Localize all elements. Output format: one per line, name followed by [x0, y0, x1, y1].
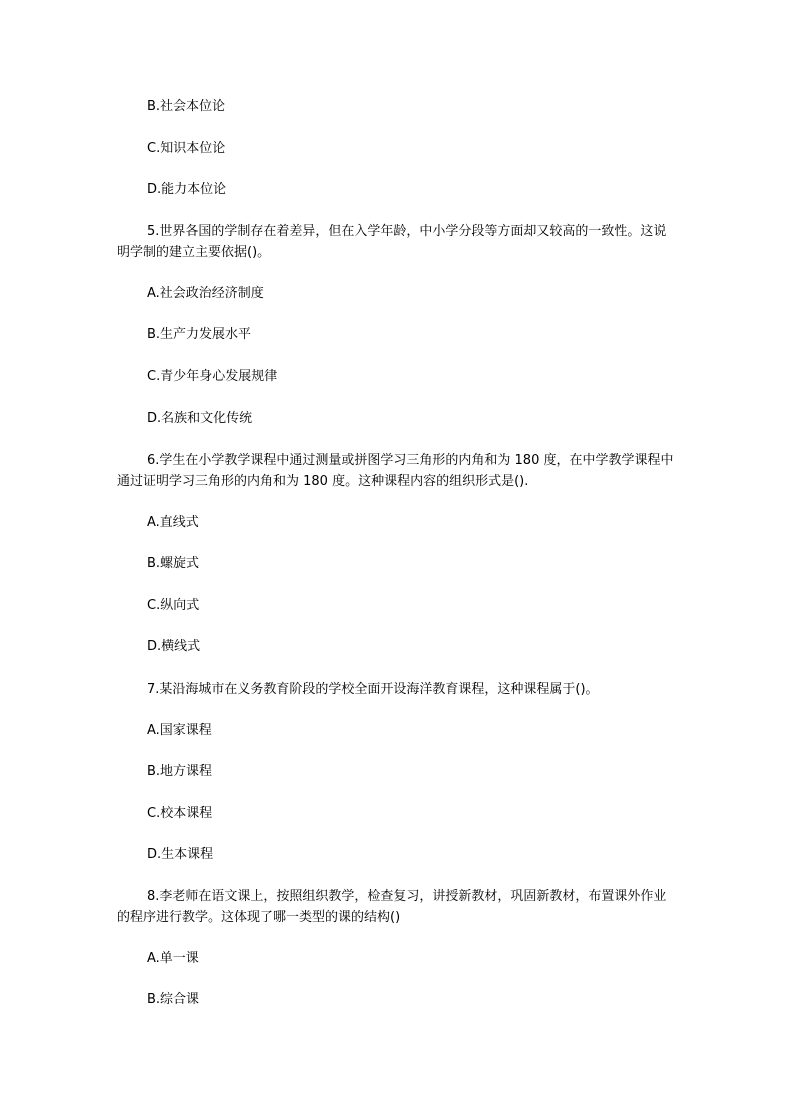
option-q8-b: B.综合课 [147, 992, 200, 1007]
option-q6-b: B.螺旋式 [147, 556, 200, 571]
option-q6-a: A.直线式 [147, 515, 199, 530]
option-q5-b: B.生产力发展水平 [147, 327, 252, 342]
question-6: 6.学生在小学教学课程中通过测量或拼图学习三角形的内角和为 180 度，在中学教学课程中通过证明学习三角形的内角和为 180 度。这种课程内容的组织形式是(). [117, 453, 674, 489]
option-q6-c: C.纵向式 [147, 598, 200, 613]
option-q4-d: D.能力本位论 [147, 182, 227, 197]
option-q4-c: C.知识本位论 [147, 141, 226, 156]
option-q6-d: D.横线式 [147, 639, 201, 654]
option-q7-b: B.地方课程 [147, 764, 213, 779]
option-q5-c: C.青少年身心发展规律 [147, 369, 278, 384]
option-q7-c: C.校本课程 [147, 806, 213, 821]
question-8: 8.李老师在语文课上，按照组织教学，检查复习，讲授新教材，巩固新教材，布置课外作业的程序进行教学。这体现了哪一类型的课的结构() [117, 889, 667, 925]
option-q4-b: B.社会本位论 [147, 99, 226, 114]
option-q7-a: A.国家课程 [147, 723, 212, 738]
option-q7-d: D.生本课程 [147, 847, 214, 862]
option-q5-a: A.社会政治经济制度 [147, 286, 264, 301]
question-7: 7.某沿海城市在义务教育阶段的学校全面开设海洋教育课程，这种课程属于()。 [147, 682, 599, 697]
option-q5-d: D.名族和文化传统 [147, 411, 253, 426]
option-q8-a: A.单一课 [147, 951, 199, 966]
question-5: 5.世界各国的学制存在着差异，但在入学年龄，中小学分段等方面却又较高的一致性。这说明学制的建立主要依据()。 [117, 224, 667, 260]
